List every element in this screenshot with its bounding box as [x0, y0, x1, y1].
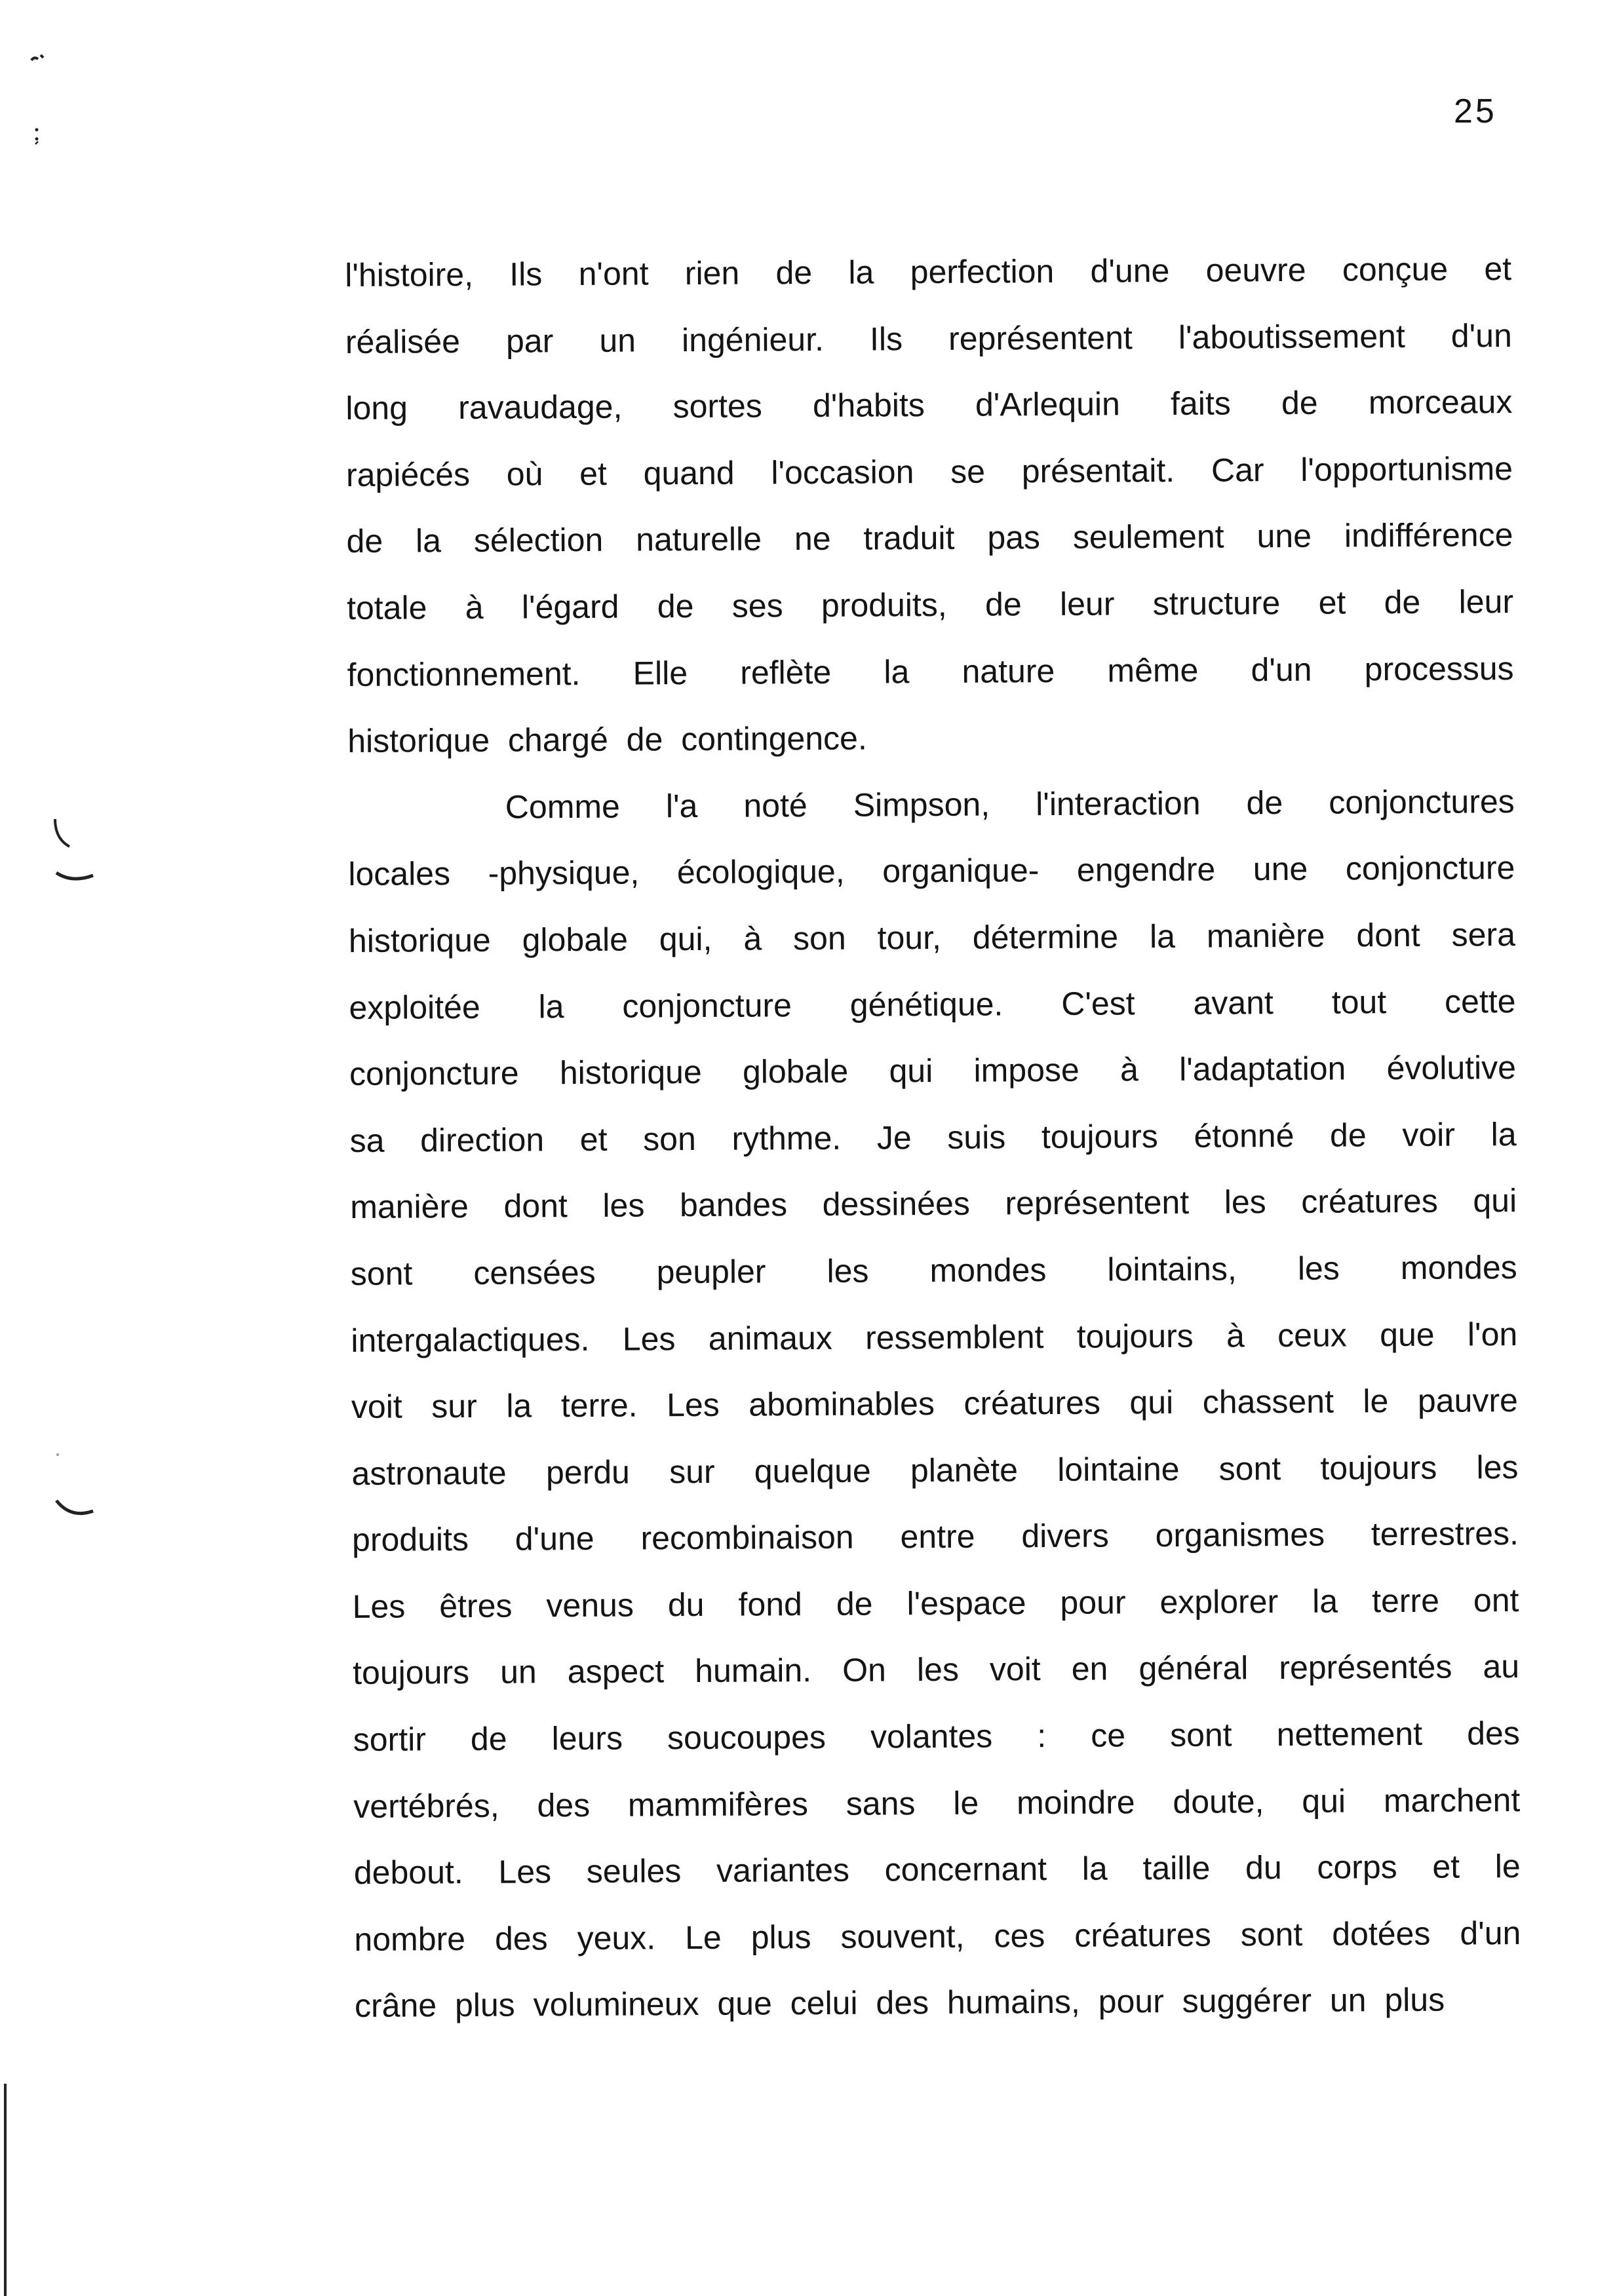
margin-checkmark-icon	[46, 813, 105, 904]
page-number: 25	[1454, 92, 1497, 130]
text-line: fonctionnement. Elle reflète la nature même d'un processus	[347, 649, 1514, 693]
text-line: crâne plus volumineux que celui des humains, pour suggérer un plus	[354, 1981, 1445, 2025]
text-line: historique chargé de contingence.	[347, 719, 867, 760]
body-text	[345, 236, 1521, 2040]
text-line: sa direction et son rythme. Je suis toujours étonné de voir la	[349, 1115, 1517, 1159]
text-line: totale à l'égard de ses produits, de leur structure et de leur	[346, 583, 1514, 626]
text-line: voit sur la terre. Les abominables créatures qui chassent le pauvre	[351, 1382, 1519, 1426]
text-line: long ravaudage, sortes d'habits d'Arlequin faits de morceaux	[345, 383, 1513, 427]
scan-mark-top-icon	[26, 46, 52, 72]
text-line: nombre des yeux. Le plus souvent, ces créatures sont dotées d'un	[354, 1914, 1521, 1958]
text-line: locales -physique, écologique, organique- engendre une conjoncture	[348, 849, 1515, 893]
text-line: historique globale qui, à son tour, détermine la manière dont sera	[348, 915, 1516, 959]
text-line: intergalactiques. Les animaux ressemblent toujours à ceux que l'on	[351, 1315, 1518, 1359]
text-line: sortir de leurs soucoupes volantes : ce sont nettement des	[353, 1715, 1520, 1759]
text-line: vertébrés, des mammifères sans le moindre doute, qui marchent	[353, 1781, 1521, 1825]
text-line: sont censées peupler les mondes lointains, les mondes	[350, 1248, 1517, 1292]
text-line: manière dont les bandes dessinées représentent les créatures qui	[350, 1182, 1517, 1226]
text-line: réalisée par un ingénieur. Ils représentent l'aboutissement d'un	[345, 316, 1512, 360]
text-line: exploitée la conjoncture génétique. C'est avant tout cette	[349, 982, 1516, 1026]
text-line: debout. Les seules variantes concernant la taille du corps et le	[353, 1848, 1521, 1892]
text-line: produits d'une recombinaison entre divers organismes terrestres.	[351, 1515, 1519, 1559]
scan-mark-dots-icon	[29, 124, 49, 151]
text-line: Comme l'a noté Simpson, l'interaction de conjonctures	[505, 782, 1515, 826]
text-line: toujours un aspect humain. On les voit en général représentés au	[353, 1648, 1520, 1692]
text-line: de la sélection naturelle ne traduit pas seulement une indifférence	[346, 516, 1513, 560]
text-line: conjoncture historique globale qui impose à l'adaptation évolutive	[349, 1049, 1517, 1093]
margin-checkmark-2-icon	[49, 1448, 107, 1533]
text-line: l'histoire, Ils n'ont rien de la perfection d'une oeuvre conçue et	[345, 250, 1512, 294]
text-line: astronaute perdu sur quelque planète lointaine sont toujours les	[351, 1448, 1519, 1492]
text-line: Les êtres venus du fond de l'espace pour explorer la terre ont	[352, 1581, 1519, 1625]
text-line: rapiécés où et quand l'occasion se présentait. Car l'opportunisme	[345, 450, 1513, 493]
scan-edge-line	[4, 2084, 7, 2296]
